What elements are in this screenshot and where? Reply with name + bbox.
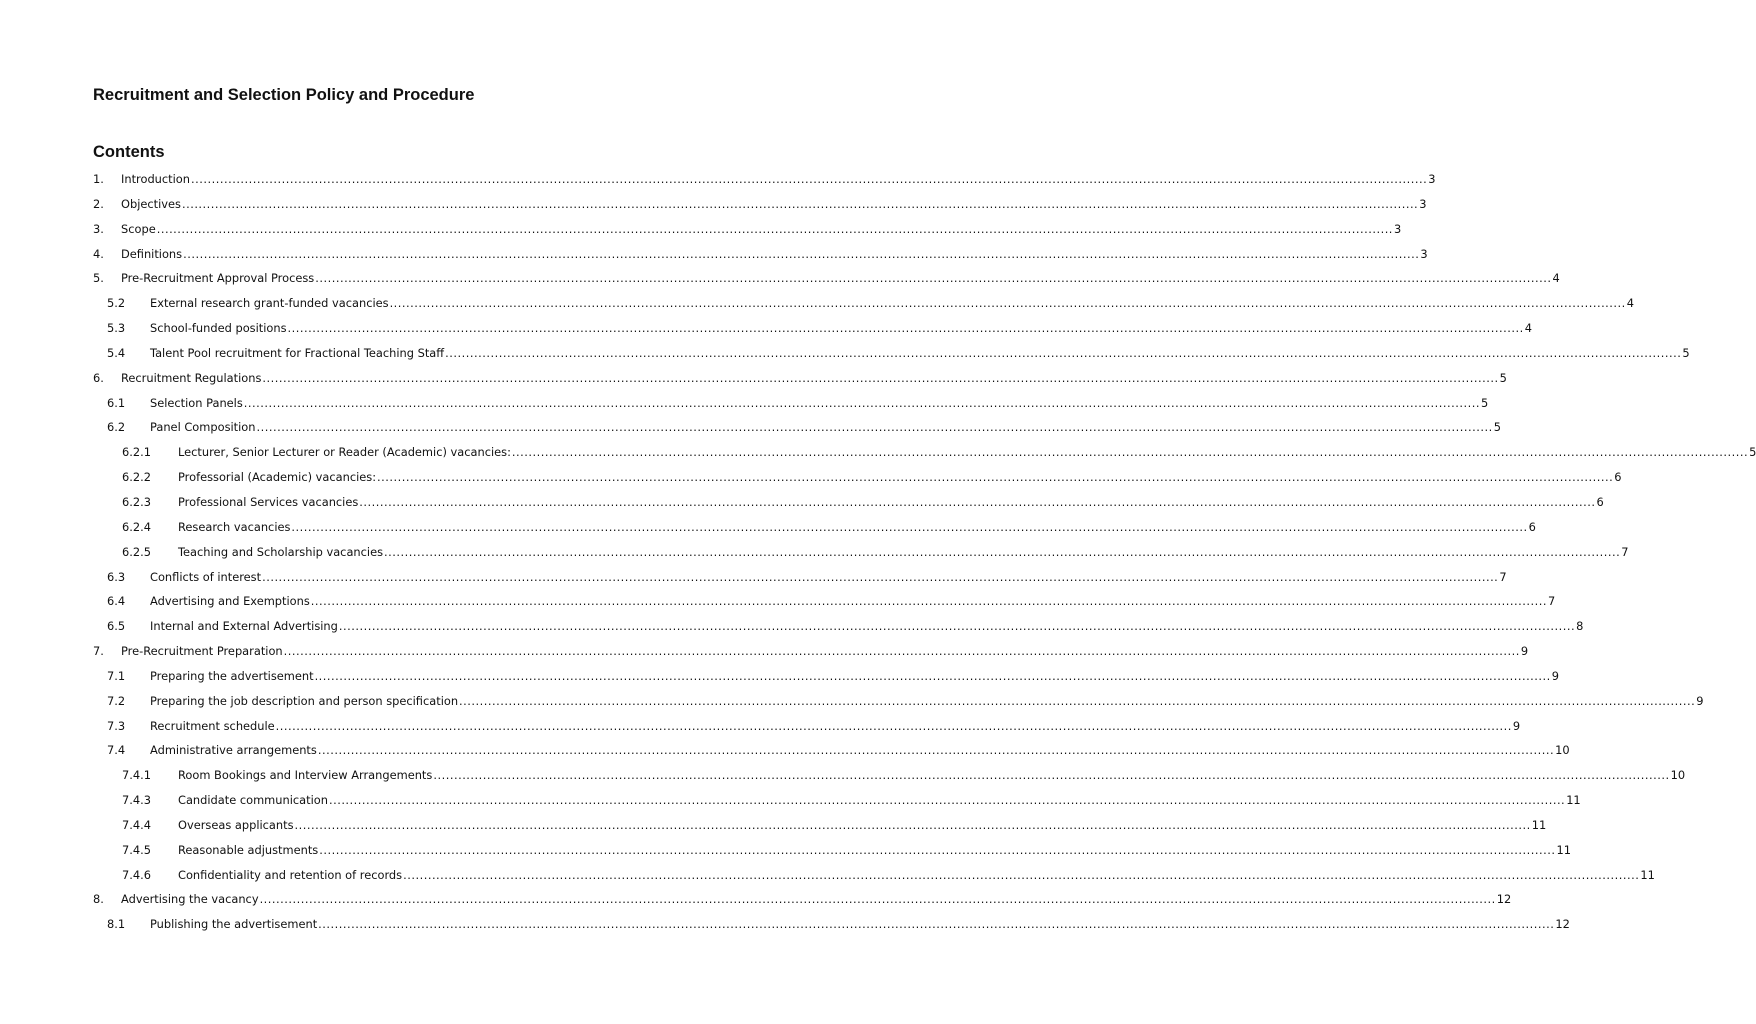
toc-dot-leader: ............................................................................................................................................................................................................................................................................................................ [384,544,1621,559]
toc-entry-title[interactable]: Pre-Recruitment Preparation [121,644,283,659]
toc-dot-leader: ............................................................................................................................................................................................................................................................................................................ [328,793,1566,808]
toc-entry-title[interactable]: Administrative arrangements [150,743,317,758]
toc-entry-number: 5. [93,271,104,286]
toc-entry-title[interactable]: School-funded positions [150,321,287,336]
toc-entry-line [150,417,1501,437]
toc-entry-line [121,368,1507,388]
toc-entry-page-number: 10 [1670,768,1686,783]
toc-dot-leader: ............................................................................................................................................................................................................................................................................................................ [359,494,1596,509]
toc-entry-line [150,318,1532,338]
toc-entry-number: 7.2 [107,693,126,708]
toc-entry-number: 4. [93,246,104,261]
toc-dot-leader: ............................................................................................................................................................................................................................................................................................................ [511,445,1749,460]
toc-entry[interactable] [0,318,1532,343]
toc-entry[interactable] [0,194,1427,219]
toc-entry-line [178,517,1536,537]
toc-dot-leader: ............................................................................................................................................................................................................................................................................................................ [259,892,1496,907]
toc-dot-leader: ............................................................................................................................................................................................................................................................................................................ [275,718,1512,733]
toc-entry-page-number: 11 [1531,817,1547,832]
toc-entry-number: 7.4.4 [122,817,151,832]
toc-entry-line [150,343,1690,363]
toc-entry-page-number: 8 [1576,619,1584,634]
toc-entry-line [150,691,1704,711]
toc-entry-number: 7.3 [107,718,126,733]
toc-entry-title[interactable]: Conflicts of interest [150,569,262,584]
toc-entry-number: 6.5 [107,619,126,634]
toc-entry-title[interactable]: Advertising the vacancy [121,892,259,907]
toc-entry-page-number: 11 [1640,867,1655,882]
toc-entry-number: 5.2 [107,296,126,311]
toc-entry-title[interactable]: Publishing the advertisement [150,917,318,932]
toc-entry-line [178,790,1581,810]
toc-entry[interactable] [0,442,1756,467]
toc-entry-title[interactable]: Talent Pool recruitment for Fractional Teaching Staff [150,345,445,360]
toc-entry-line [150,716,1521,736]
toc-entry-page-number: 7 [1499,569,1507,584]
toc-entry-number: 6. [93,370,104,385]
toc-entry-page-number: 4 [1626,296,1635,311]
toc-dot-leader: ............................................................................................................................................................................................................................................................................................................ [319,842,1556,857]
toc-entry-title[interactable]: Introduction [121,172,190,186]
toc-entry[interactable] [0,517,1536,542]
toc-entry[interactable] [0,169,1436,194]
toc-entry-title[interactable]: Objectives [121,196,181,211]
toc-entry-line [178,765,1686,785]
toc-entry-page-number: 11 [1556,842,1571,857]
toc-entry-title[interactable]: Selection Panels [150,395,243,410]
toc-entry-title[interactable]: Professorial (Academic) vacancies: [178,470,377,485]
toc-dot-leader: ............................................................................................................................................................................................................................................................................................................ [389,296,1626,311]
toc-entry[interactable] [0,616,1584,641]
contents-heading: Contents [93,143,165,161]
toc-entry-page-number: 3 [1393,221,1402,236]
toc-entry-page-number: 6 [1596,494,1604,509]
toc-entry-page-number: 12 [1555,917,1570,932]
toc-entry[interactable] [0,641,1529,666]
toc-entry[interactable] [0,293,1635,318]
toc-dot-leader: ............................................................................................................................................................................................................................................................................................................ [445,345,1682,360]
toc-entry-title[interactable]: Reasonable adjustments [178,842,319,857]
toc-entry-line [178,542,1629,562]
toc-entry-number: 6.1 [107,395,126,410]
toc-entry-number: 3. [93,221,104,236]
toc-entry-page-number: 4 [1552,271,1560,286]
toc-entry-line [121,219,1402,239]
toc-entry-title[interactable]: Confidentiality and retention of records [178,867,403,882]
toc-entry-title[interactable]: Room Bookings and Interview Arrangements [178,768,433,783]
toc-entry-number: 6.2.5 [122,544,151,559]
toc-entry-number: 8.1 [107,917,126,932]
toc-entry[interactable] [0,691,1704,716]
toc-entry-title[interactable]: Research vacancies [178,519,291,534]
toc-entry-page-number: 3 [1428,172,1436,186]
toc-entry-line [178,467,1622,487]
toc-entry-line [121,194,1427,214]
toc-entry-number: 5.4 [107,345,126,360]
toc-entry[interactable] [0,492,1604,517]
toc-dot-leader: ............................................................................................................................................................................................................................................................................................................ [262,370,1499,385]
toc-entry-title[interactable]: Recruitment Regulations [121,370,262,385]
toc-entry-page-number: 5 [1682,345,1690,360]
toc-entry[interactable] [0,865,1655,890]
toc-entry-line [178,840,1571,860]
toc-entry-line [121,889,1512,909]
toc-dot-leader: ............................................................................................................................................................................................................................................................................................................ [403,867,1640,882]
toc-entry[interactable] [0,840,1571,865]
toc-dot-leader: ............................................................................................................................................................................................................................................................................................................ [287,321,1524,336]
toc-entry-line [150,567,1507,587]
toc-entry[interactable] [0,765,1686,790]
toc-entry[interactable] [0,467,1622,492]
toc-entry-line [150,393,1489,413]
toc-entry[interactable] [0,666,1560,691]
toc-entry[interactable] [0,542,1629,567]
toc-entry[interactable] [0,740,1570,765]
toc-entry[interactable] [0,815,1547,840]
toc-dot-leader: ............................................................................................................................................................................................................................................................................................................ [262,569,1499,584]
toc-entry-line [150,914,1570,934]
document-title: Recruitment and Selection Policy and Procedure [93,86,475,104]
toc-entry-page-number: 7 [1621,544,1629,559]
toc-entry-line [150,666,1560,686]
toc-entry[interactable] [0,716,1521,741]
toc-entry[interactable] [0,244,1428,269]
toc-entry-line [121,641,1529,661]
toc-entry-title[interactable]: Candidate communication [178,793,328,808]
toc-entry-title[interactable]: Professional Services vacancies [178,494,359,509]
toc-entry-title[interactable]: External research grant-funded vacancies [150,296,389,311]
toc-entry-number: 2. [93,196,104,211]
toc-entry-line [150,591,1556,611]
toc-entry-page-number: 9 [1520,644,1529,659]
toc-entry[interactable] [0,591,1556,616]
toc-entry-page-number: 7 [1548,594,1556,609]
toc-dot-leader: ............................................................................................................................................................................................................................................................................................................ [459,693,1696,708]
toc-entry-line [150,740,1570,760]
toc-entry-number: 7.4.5 [122,842,151,857]
toc-entry-line [150,293,1635,313]
toc-entry-title[interactable]: Panel Composition [150,420,256,435]
toc-entry-title[interactable]: Preparing the advertisement [150,668,314,683]
toc-entry-line [178,442,1756,462]
toc-entry-title[interactable]: Recruitment schedule [150,718,275,733]
toc-dot-leader: ............................................................................................................................................................................................................................................................................................................ [243,395,1481,410]
toc-entry-number: 7.4.1 [122,768,151,783]
toc-dot-leader: ............................................................................................................................................................................................................................................................................................................ [314,668,1551,683]
toc-entry-title[interactable]: Preparing the job description and person specification [150,693,459,708]
toc-dot-leader: ............................................................................................................................................................................................................................................................................................................ [338,619,1576,634]
toc-entry-page-number: 11 [1566,793,1581,808]
toc-dot-leader: ............................................................................................................................................................................................................................................................................................................ [190,172,1428,186]
toc-entry-number: 7.1 [107,668,126,683]
toc-entry-number: 5.3 [107,321,126,336]
toc-dot-leader: ............................................................................................................................................................................................................................................................................................................ [183,246,1420,261]
toc-entry[interactable] [0,219,1402,244]
toc-dot-leader: ............................................................................................................................................................................................................................................................................................................ [310,594,1548,609]
toc-entry[interactable] [0,889,1512,914]
toc-entry-number: 6.2.2 [122,470,151,485]
toc-entry-number: 6.2.1 [122,445,151,460]
toc-dot-leader: ............................................................................................................................................................................................................................................................................................................ [318,917,1555,932]
toc-entry-title[interactable]: Definitions [121,246,183,261]
toc-entry-page-number: 10 [1555,743,1570,758]
toc-entry[interactable] [0,268,1560,293]
toc-dot-leader: ............................................................................................................................................................................................................................................................................................................ [283,644,1520,659]
toc-dot-leader: ............................................................................................................................................................................................................................................................................................................ [317,743,1555,758]
toc-entry[interactable] [0,393,1489,418]
toc-dot-leader: ............................................................................................................................................................................................................................................................................................................ [181,196,1419,211]
toc-entry-number: 7. [93,644,104,659]
toc-entry-number: 7.4 [107,743,126,758]
toc-entry-page-number: 5 [1481,395,1489,410]
toc-entry[interactable] [0,790,1581,815]
toc-entry-page-number: 6 [1528,519,1536,534]
toc-entry-page-number: 9 [1512,718,1521,733]
toc-entry-page-number: 5 [1499,370,1507,385]
toc-entry-line [150,616,1584,636]
toc-entry-number: 1. [93,172,104,186]
toc-entry-page-number: 3 [1419,196,1427,211]
toc-entry-title[interactable]: Pre-Recruitment Approval Process [121,271,315,286]
toc-entry-number: 6.2.4 [122,519,151,534]
toc-entry-title[interactable]: Teaching and Scholarship vacancies [178,544,384,559]
toc-entry-line [178,492,1604,512]
toc-dot-leader: ............................................................................................................................................................................................................................................................................................................ [156,221,1393,236]
toc-entry-line [121,244,1428,264]
toc-entry-title[interactable]: Overseas applicants [178,817,294,832]
toc-entry-page-number: 5 [1749,445,1756,460]
toc-entry[interactable] [0,368,1507,393]
toc-entry[interactable] [0,914,1570,939]
toc-entry-line [121,169,1436,189]
toc-entry-line [121,268,1560,288]
toc-entry[interactable] [0,343,1690,368]
toc-dot-leader: ............................................................................................................................................................................................................................................................................................................ [433,768,1670,783]
toc-entry-page-number: 9 [1696,693,1704,708]
toc-dot-leader: ............................................................................................................................................................................................................................................................................................................ [294,817,1531,832]
toc-entry-number: 7.4.6 [122,867,151,882]
table-of-contents [0,169,1756,939]
toc-entry[interactable] [0,567,1507,592]
toc-dot-leader: ............................................................................................................................................................................................................................................................................................................ [315,271,1552,286]
toc-dot-leader: ............................................................................................................................................................................................................................................................................................................ [256,420,1493,435]
toc-entry-line [178,865,1655,885]
toc-entry-line [178,815,1547,835]
toc-entry-number: 6.2 [107,420,126,435]
toc-entry-number: 6.4 [107,594,126,609]
toc-entry-page-number: 6 [1614,470,1622,485]
toc-entry-title[interactable]: Advertising and Exemptions [150,594,310,609]
toc-dot-leader: ............................................................................................................................................................................................................................................................................................................ [377,470,1614,485]
toc-entry-title[interactable]: Lecturer, Senior Lecturer or Reader (Academic) vacancies: [178,445,511,460]
toc-entry-page-number: 12 [1496,892,1512,907]
toc-entry-number: 7.4.3 [122,793,151,808]
toc-dot-leader: ............................................................................................................................................................................................................................................................................................................ [291,519,1528,534]
toc-entry-number: 6.3 [107,569,126,584]
toc-entry-page-number: 4 [1524,321,1532,336]
toc-entry-page-number: 9 [1551,668,1560,683]
toc-entry-page-number: 5 [1493,420,1501,435]
toc-entry-number: 6.2.3 [122,494,151,509]
toc-entry-title[interactable]: Scope [121,221,156,236]
toc-entry-number: 8. [93,892,104,907]
toc-entry[interactable] [0,417,1501,442]
toc-entry-page-number: 3 [1420,246,1428,261]
toc-entry-title[interactable]: Internal and External Advertising [150,619,338,634]
